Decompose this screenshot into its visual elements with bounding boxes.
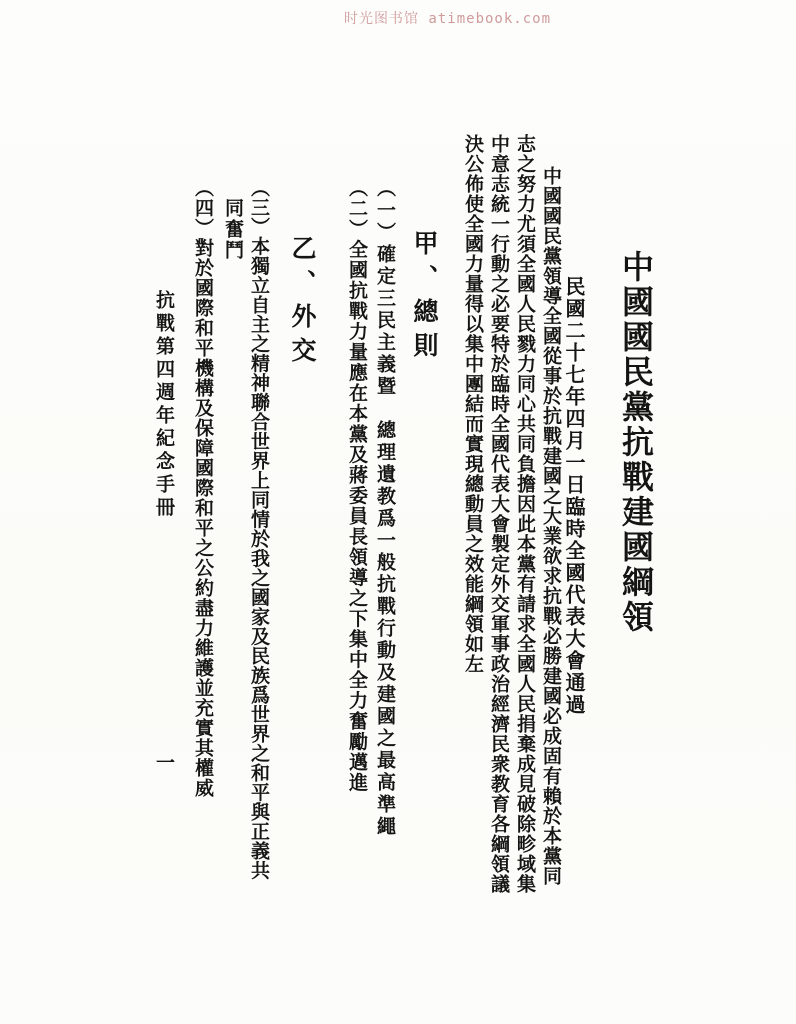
preamble-line-1: 中國國民黨領導全國從事於抗戰建國之大業欲求抗戰必勝建國必成固有賴於本黨同 [540,166,562,886]
section-heading-b: 乙、外交 [288,235,317,371]
preamble-line-4: 決公佈使全國力量得以集中團結而實現總動員之效能綱領如左 [462,134,484,674]
section-a-item-2: ︵二︶全國抗戰力量應在本黨及蔣委員長領導之下集中全力奮勵邁進 [346,178,368,793]
section-a-item-1: ︵一︶確定三民主義暨 總理遺教爲一般抗戰行動及建國之最高準繩 [374,178,396,838]
document-title: 中國國民黨抗戰建國綱領 [617,250,655,635]
section-heading-a: 甲、總則 [410,230,439,366]
section-b-item-3-line-2: 同奮鬥 [222,198,244,261]
page-number: 一 [156,752,176,774]
booklet-title: 抗戰第四週年紀念手冊 [153,290,175,520]
preamble-line-2: 志之努力尤須全國人民戮力同心共同負擔因此本黨有請求全國人民捐棄成見破除畛域集 [514,134,536,894]
section-b-item-4: ︵四︶對於國際和平機構及保障國際和平之公約盡力維護並充實其權威 [192,178,214,798]
preamble-line-3: 中意志統一行動之必要特於臨時全國代表大會製定外交軍事政治經濟民衆教育各綱領議 [488,134,510,894]
section-b-item-3-line-1: ︵三︶本獨立自主之精神聯合世界上同情於我之國家及民族爲世界之和平與正義共 [248,178,270,880]
document-subtitle: 民國二十七年四月一日臨時全國代表大會通過 [562,276,586,716]
watermark-text: 时光图书馆 atimebook.com [344,11,552,27]
